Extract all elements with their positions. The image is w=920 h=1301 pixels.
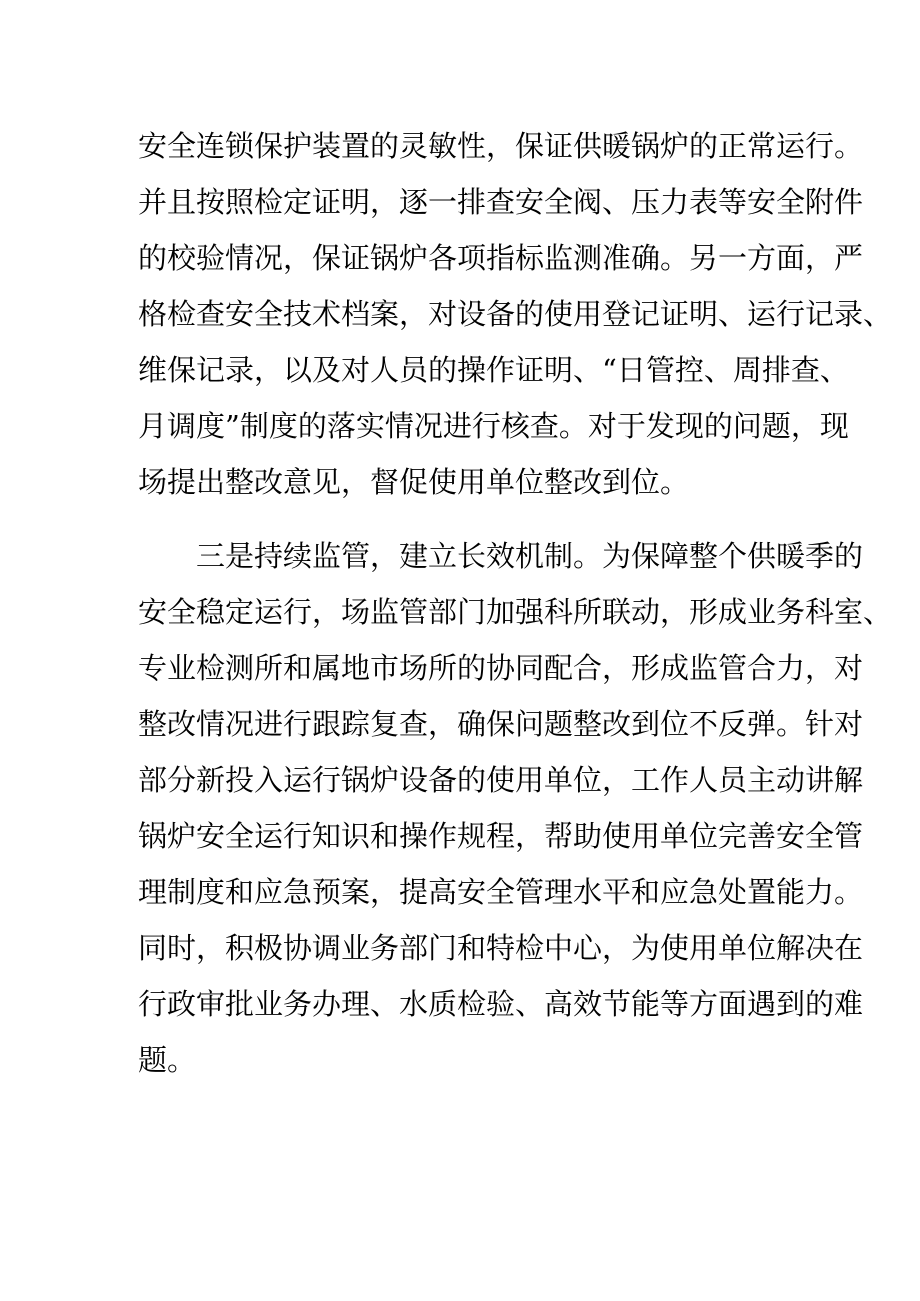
text-line: 场提出整改意见，督促使用单位整改到位。 bbox=[138, 465, 690, 499]
paragraph-gap bbox=[138, 510, 788, 528]
document-body bbox=[138, 118, 893, 1088]
text-line: 专业检测所和属地市场所的协同配合，形成监管合力，对 bbox=[138, 651, 864, 685]
text-line: 理制度和应急预案，提高安全管理水平和应急处置能力。 bbox=[138, 875, 864, 909]
text-line: 并且按照检定证明，逐一排查安全阀、压力表等安全附件 bbox=[138, 185, 864, 219]
paragraph-2 bbox=[138, 528, 893, 1088]
text-line: 题。 bbox=[138, 1043, 197, 1077]
text-line: 月调度”制度的落实情况进行核查。对于发现的问题，现 bbox=[138, 409, 849, 443]
paragraph-1 bbox=[138, 118, 893, 510]
text-line: 格检查安全技术档案，对设备的使用登记证明、运行记录、 bbox=[138, 297, 893, 331]
text-line: 整改情况进行跟踪复查，确保问题整改到位不反弹。针对 bbox=[138, 707, 864, 741]
text-line: 的校验情况，保证锅炉各项指标监测准确。另一方面，严 bbox=[138, 241, 864, 275]
text-line: 安全连锁保护装置的灵敏性，保证供暖锅炉的正常运行。 bbox=[138, 129, 864, 163]
text-line: 同时，积极协调业务部门和特检中心，为使用单位解决在 bbox=[138, 931, 864, 965]
text-line: 行政审批业务办理、水质检验、高效节能等方面遇到的难 bbox=[138, 987, 864, 1021]
text-line: 锅炉安全运行知识和操作规程，帮助使用单位完善安全管 bbox=[138, 819, 864, 853]
text-line: 部分新投入运行锅炉设备的使用单位，工作人员主动讲解 bbox=[138, 763, 864, 797]
text-line: 维保记录，以及对人员的操作证明、“日管控、周排查、 bbox=[138, 353, 849, 387]
text-line: 安全稳定运行，场监管部门加强科所联动，形成业务科室、 bbox=[138, 595, 893, 629]
text-line: 三是持续监管，建立长效机制。为保障整个供暖季的 bbox=[196, 539, 864, 573]
